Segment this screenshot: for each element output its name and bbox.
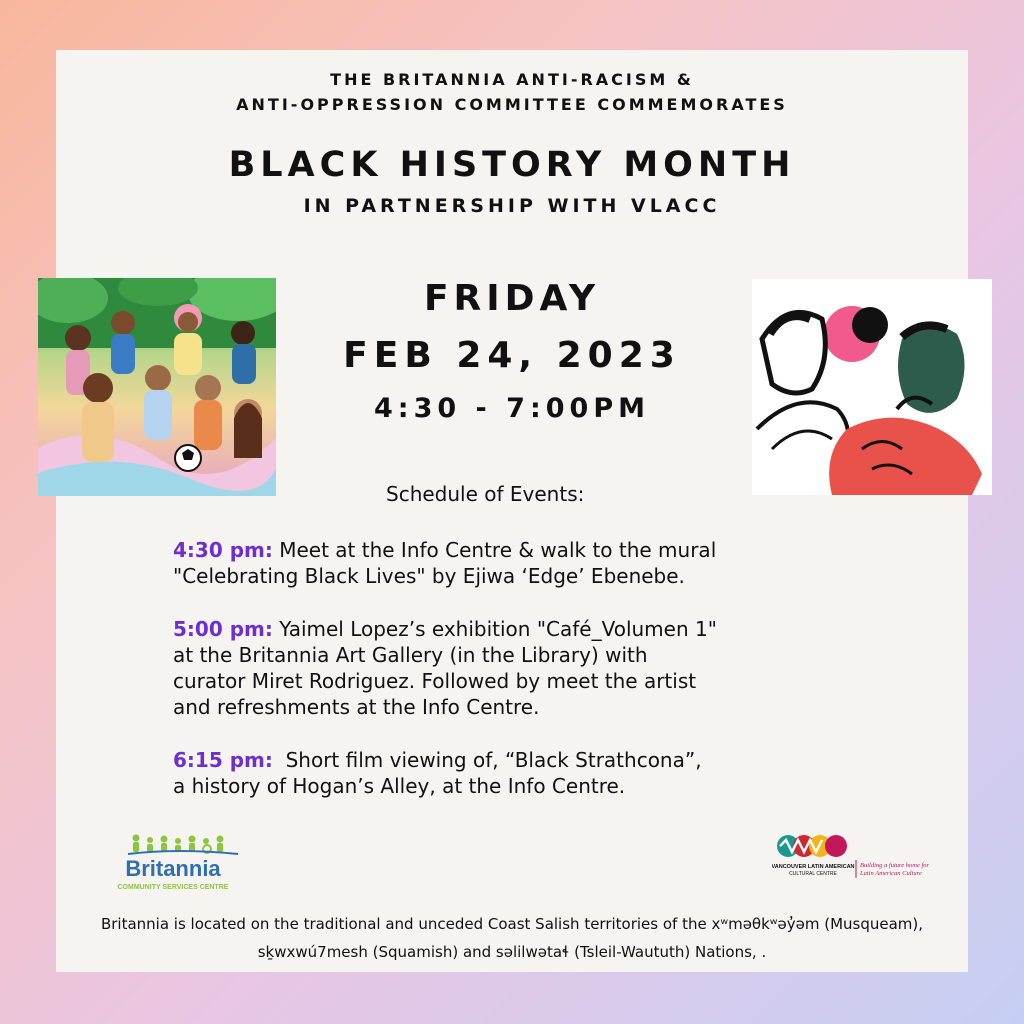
schedule-item: [173, 747, 893, 799]
schedule-item-text: at the Britannia Art Gallery (in the Library) with: [173, 643, 648, 667]
vlacc-logo-graphic: [772, 830, 962, 890]
vlacc-logo-name: VANCOUVER LATIN AMERICAN: [772, 864, 855, 870]
vlacc-logo-subtitle: CULTURAL CENTRE: [789, 871, 837, 877]
schedule-item-time: 6:15 pm:: [173, 748, 273, 772]
event-day: FRIDAY: [423, 278, 601, 319]
britannia-logo-name: Britannia: [125, 856, 221, 881]
mural-illustration: [38, 278, 276, 496]
footer-line-2: sḵwxwú7mesh (Squamish) and səlilwətaɬ (Tsleil-Waututh) Nations, .: [257, 943, 767, 961]
schedule-item-text: curator Miret Rodriguez. Followed by meet the artist: [173, 669, 697, 693]
vlacc-tagline-1: Building a future home for: [860, 862, 930, 869]
event-time: 4:30 - 7:00PM: [374, 393, 650, 424]
exhibition-artwork: [752, 279, 992, 495]
schedule-item-time: 5:00 pm:: [173, 617, 273, 641]
schedule-item-text: "Celebrating Black Lives" by Ejiwa ‘Edge’ Ebenebe.: [173, 564, 685, 588]
intro-text: [56, 67, 968, 117]
britannia-logo: [98, 832, 248, 896]
schedule-item: [173, 616, 893, 720]
partnership-subtitle: IN PARTNERSHIP WITH VLACC: [303, 195, 721, 217]
schedule-item-text: a history of Hogan’s Alley, at the Info Centre.: [173, 774, 626, 798]
print-art-graphic: [752, 279, 992, 495]
intro-line-1: THE BRITANNIA ANTI-RACISM &: [330, 70, 694, 89]
schedule-item-text: Yaimel Lopez’s exhibition "Café_Volumen 1": [279, 617, 717, 641]
land-acknowledgement: [56, 910, 968, 966]
page-title: BLACK HISTORY MONTH: [228, 145, 796, 185]
britannia-logo-subtitle: COMMUNITY SERVICES CENTRE: [117, 884, 229, 891]
vlacc-logo: [772, 830, 962, 890]
event-date: FEB 24, 2023: [343, 335, 681, 376]
intro-line-2: ANTI-OPPRESSION COMMITTEE COMMEMORATES: [236, 95, 788, 114]
britannia-logo-graphic: [98, 832, 248, 896]
schedule-item-text: Short film viewing of, “Black Strathcona”,: [285, 748, 702, 772]
mural-art-graphic: [38, 278, 276, 496]
schedule-heading: Schedule of Events:: [386, 482, 585, 506]
vlacc-tagline-2: Latin American Culture: [860, 870, 922, 877]
footer-line-1: Britannia is located on the traditional and unceded Coast Salish territories of the xʷməθkʷəy̓əm (Musqueam),: [100, 915, 924, 933]
schedule-item-time: 4:30 pm:: [173, 538, 273, 562]
schedule-item-text: Meet at the Info Centre & walk to the mural: [279, 538, 717, 562]
schedule-item-text: and refreshments at the Info Centre.: [173, 695, 540, 719]
schedule-item: [173, 537, 893, 589]
